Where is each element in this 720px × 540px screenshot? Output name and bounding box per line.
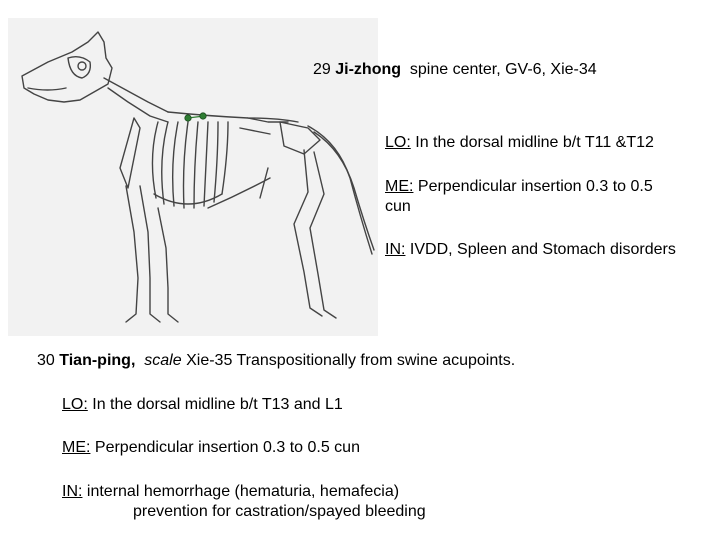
point30-me-text: Perpendicular insertion 0.3 to 0.5 cun [94, 439, 360, 456]
point30-indications-cont: prevention for castration/spayed bleeding [133, 503, 426, 520]
point30-description: Xie-35 Transpositionally from swine acupoints. [186, 352, 516, 369]
point29-lo-label: LO: [385, 134, 411, 151]
point29-location [385, 133, 654, 153]
point29-lo-text: In the dorsal midline b/t T11 &T12 [415, 134, 654, 151]
point29-method [385, 177, 653, 197]
point29-heading [313, 60, 597, 80]
point30-lo-text: In the dorsal midline b/t T13 and L1 [92, 396, 343, 413]
point30-method [62, 438, 360, 458]
point30-scale-word: scale [144, 352, 182, 369]
point29-indications [385, 240, 676, 260]
point30-heading [37, 351, 515, 371]
point30-in-label: IN: [62, 483, 83, 500]
point29-in-text: IVDD, Spleen and Stomach disorders [409, 241, 676, 258]
ji-zhong-marker [185, 115, 191, 121]
point30-in-text-1: internal hemorrhage (hematuria, hemafecia) [86, 483, 400, 500]
tian-ping-marker [200, 113, 206, 119]
point29-me-text-1: Perpendicular insertion 0.3 to 0.5 [417, 178, 653, 195]
point29-in-label: IN: [385, 241, 406, 258]
point29-method-cont: cun [385, 198, 411, 215]
point29-name: Ji-zhong [335, 61, 402, 78]
point30-location [62, 395, 343, 415]
point30-lo-label: LO: [62, 396, 88, 413]
point30-indications [62, 482, 399, 502]
point29-description: spine center, GV-6, Xie-34 [409, 61, 597, 78]
point29-me-label: ME: [385, 178, 414, 195]
point29-number: 29 [313, 61, 331, 78]
point30-number: 30 [37, 352, 55, 369]
point30-name: Tian-ping, [59, 352, 136, 369]
point30-me-label: ME: [62, 439, 91, 456]
